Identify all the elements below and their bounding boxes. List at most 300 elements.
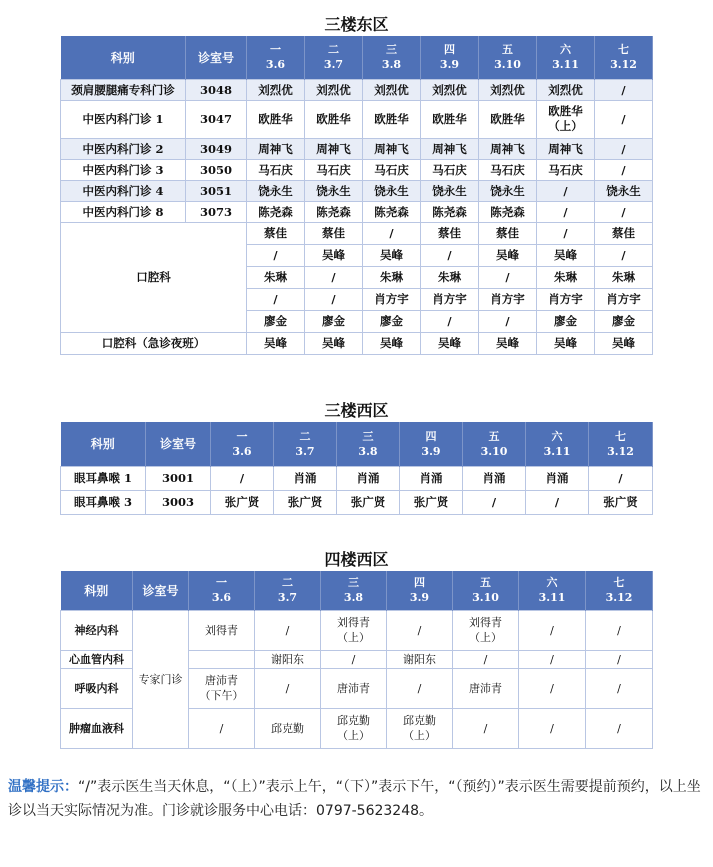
cell-text: 饶永生 xyxy=(606,183,641,198)
schedule-cell xyxy=(595,288,653,310)
column-header-day xyxy=(387,571,453,610)
cell-text: / xyxy=(331,292,336,306)
table-body xyxy=(61,466,653,514)
cell-text: 朱琳 xyxy=(264,270,287,284)
cell-text: 肖方宇 xyxy=(490,292,525,306)
cell-text: 肖方宇 xyxy=(606,292,641,306)
cell-text: 中医内科门诊 3 xyxy=(82,162,164,177)
cell-text: / xyxy=(285,681,290,695)
cell-text: 欧胜华 xyxy=(258,112,293,126)
cell-text: 刘烈优 xyxy=(258,82,293,97)
cell-text: / xyxy=(351,652,356,666)
date-label: 3.9 xyxy=(409,591,430,605)
column-header-day xyxy=(255,571,321,610)
date-label: 3.10 xyxy=(494,58,521,72)
column-header-day xyxy=(526,422,589,466)
schedule-cell xyxy=(363,79,421,100)
cell-text: 唐沛青 xyxy=(337,682,370,695)
schedule-cell xyxy=(305,138,363,159)
schedule-cell xyxy=(519,610,586,650)
schedule-cell xyxy=(537,159,595,180)
cell-text: 中医内科门诊 4 xyxy=(82,183,164,198)
cell-text: 欧胜华 xyxy=(432,112,467,126)
schedule-cell xyxy=(400,466,463,490)
cell-text: 邱克勤 xyxy=(403,714,436,727)
cell-text: 神经内科 xyxy=(74,624,119,637)
table-row xyxy=(61,79,653,100)
cell-text: 中医内科门诊 8 xyxy=(82,204,164,219)
cell-text: 科别 xyxy=(84,583,109,598)
dept-cell xyxy=(61,332,247,354)
date-label: 3.10 xyxy=(480,444,508,458)
schedule-cell xyxy=(255,668,321,708)
cell-text: 蔡佳 xyxy=(264,226,287,240)
schedule-cell xyxy=(479,100,537,138)
cell-text: 肖方宇 xyxy=(432,292,467,306)
schedule-cell xyxy=(595,138,653,159)
schedule-cell xyxy=(247,288,305,310)
table-row xyxy=(61,138,653,159)
cell-text: （上） xyxy=(403,729,436,742)
cell-text: 刘烈优 xyxy=(490,82,525,97)
cell-text: / xyxy=(550,681,554,695)
cell-text: 吴峰 xyxy=(322,336,345,350)
cell-text: 3003 xyxy=(161,495,194,509)
dept-cell xyxy=(61,466,146,490)
schedule-cell xyxy=(211,466,274,490)
dept-cell xyxy=(61,180,186,201)
schedule-cell xyxy=(305,266,363,288)
cell-text: 吴峰 xyxy=(554,336,577,350)
cell-text: / xyxy=(621,141,626,156)
schedule-cell xyxy=(595,79,653,100)
schedule-cell xyxy=(589,490,653,514)
cell-text: 张广贤 xyxy=(413,495,449,509)
schedule-cell xyxy=(247,244,305,266)
column-header-day xyxy=(189,571,255,610)
cell-text: 3049 xyxy=(199,141,232,156)
schedule-cell xyxy=(421,79,479,100)
room-cell xyxy=(186,100,247,138)
cell-text: / xyxy=(331,270,336,284)
schedule-cell xyxy=(595,244,653,266)
schedule-cell xyxy=(526,490,589,514)
schedule-cell xyxy=(537,222,595,244)
cell-text: / xyxy=(285,623,290,637)
schedule-table-3f-east xyxy=(60,36,653,355)
cell-text: 饶永生 xyxy=(432,183,467,198)
date-label: 3.12 xyxy=(607,444,634,458)
cell-text: 廖金 xyxy=(264,314,287,328)
day-label: 三 xyxy=(362,429,374,443)
schedule-cell xyxy=(255,650,321,668)
schedule-cell xyxy=(305,79,363,100)
schedule-cell xyxy=(363,310,421,332)
schedule-cell xyxy=(247,332,305,354)
cell-text: 蔡佳 xyxy=(322,226,345,240)
day-label: 四 xyxy=(425,429,437,443)
schedule-cell xyxy=(189,610,255,650)
cell-text: / xyxy=(621,248,626,262)
day-label: 七 xyxy=(615,429,626,443)
cell-text: 刘得青 xyxy=(205,624,238,637)
cell-text: 欧胜华 xyxy=(548,104,583,118)
schedule-cell xyxy=(537,266,595,288)
cell-text: 廖金 xyxy=(612,314,635,328)
notice-label: 温馨提示： xyxy=(8,779,78,795)
cell-text: 马石庆 xyxy=(316,162,351,177)
schedule-cell xyxy=(519,708,586,748)
day-label: 五 xyxy=(502,43,513,57)
cell-text: / xyxy=(273,292,278,306)
cell-text: / xyxy=(491,495,497,509)
schedule-cell xyxy=(453,650,519,668)
schedule-cell xyxy=(421,244,479,266)
schedule-cell xyxy=(479,266,537,288)
column-header-dept xyxy=(61,571,133,610)
table-header xyxy=(61,422,653,466)
schedule-cell xyxy=(363,222,421,244)
day-label: 一 xyxy=(270,43,281,57)
schedule-cell xyxy=(586,668,653,708)
schedule-cell xyxy=(305,244,363,266)
cell-text: 肖涌 xyxy=(419,471,443,485)
schedule-cell xyxy=(211,490,274,514)
column-header-day xyxy=(519,571,586,610)
schedule-cell xyxy=(363,100,421,138)
schedule-cell xyxy=(421,201,479,222)
cell-text: 肖方宇 xyxy=(374,292,409,306)
schedule-cell xyxy=(463,490,526,514)
table-row xyxy=(61,201,653,222)
date-label: 3.11 xyxy=(543,444,571,458)
schedule-cell xyxy=(247,180,305,201)
day-label: 六 xyxy=(551,429,563,443)
date-label: 3.7 xyxy=(277,591,298,605)
cell-text: 专家门诊 xyxy=(138,673,183,686)
date-label: 3.10 xyxy=(472,591,499,605)
schedule-cell xyxy=(321,610,387,650)
column-header-day xyxy=(247,36,305,79)
cell-text: / xyxy=(447,248,452,262)
cell-text: / xyxy=(550,623,554,637)
cell-text: / xyxy=(389,226,394,240)
column-header-day xyxy=(305,36,363,79)
schedule-cell xyxy=(247,159,305,180)
schedule-cell xyxy=(586,708,653,748)
schedule-cell xyxy=(247,266,305,288)
cell-text: 朱琳 xyxy=(612,270,635,284)
cell-text: / xyxy=(554,495,560,509)
schedule-cell xyxy=(247,100,305,138)
cell-text: 刘烈优 xyxy=(374,82,409,97)
column-header-day xyxy=(337,422,400,466)
schedule-cell xyxy=(363,244,421,266)
schedule-cell xyxy=(479,222,537,244)
cell-text: 蔡佳 xyxy=(496,226,519,240)
dept-cell xyxy=(61,100,186,138)
column-header-day xyxy=(400,422,463,466)
date-label: 3.7 xyxy=(323,58,344,72)
schedule-cell xyxy=(305,288,363,310)
schedule-cell xyxy=(363,332,421,354)
schedule-cell xyxy=(479,332,537,354)
dept-cell xyxy=(61,668,133,708)
cell-text: 诊室号 xyxy=(142,583,179,598)
schedule-cell xyxy=(321,668,387,708)
cell-text: / xyxy=(417,623,422,637)
date-label: 3.12 xyxy=(605,591,633,605)
schedule-cell xyxy=(247,310,305,332)
cell-text: / xyxy=(621,82,626,97)
cell-text: 颈肩腰腿痛专科门诊 xyxy=(71,82,175,97)
schedule-cell xyxy=(305,222,363,244)
schedule-cell xyxy=(595,310,653,332)
day-label: 三 xyxy=(348,576,359,590)
column-header-day xyxy=(363,36,421,79)
schedule-cell xyxy=(479,159,537,180)
schedule-cell xyxy=(589,466,653,490)
cell-text: 蔡佳 xyxy=(612,226,635,240)
schedule-cell xyxy=(479,244,537,266)
schedule-cell xyxy=(595,159,653,180)
schedule-cell xyxy=(305,180,363,201)
table-row xyxy=(61,180,653,201)
table-row xyxy=(61,222,653,244)
cell-text: 谢阳东 xyxy=(403,653,436,666)
day-label: 三 xyxy=(386,43,397,57)
table-row xyxy=(61,610,653,650)
cell-text: 科别 xyxy=(110,50,135,65)
schedule-cell xyxy=(421,180,479,201)
cell-text: / xyxy=(563,183,568,198)
cell-text: 肖方宇 xyxy=(548,292,583,306)
schedule-cell xyxy=(519,668,586,708)
date-label: 3.11 xyxy=(538,591,566,605)
schedule-cell xyxy=(537,332,595,354)
cell-text: / xyxy=(550,652,554,666)
schedule-cell xyxy=(421,138,479,159)
cell-text: 周神飞 xyxy=(490,141,525,156)
cell-text: / xyxy=(563,204,568,219)
schedule-cell xyxy=(363,159,421,180)
cell-text: 唐沛青 xyxy=(469,682,502,695)
schedule-cell xyxy=(421,100,479,138)
cell-text: / xyxy=(621,112,626,126)
section-title-4f-west: 四楼西区 xyxy=(324,550,389,569)
schedule-cell xyxy=(595,266,653,288)
schedule-cell xyxy=(387,650,453,668)
schedule-cell xyxy=(479,288,537,310)
column-header-day xyxy=(274,422,337,466)
cell-text: 唐沛青 xyxy=(205,674,238,687)
cell-text: 朱琳 xyxy=(438,270,461,284)
cell-text: 饶永生 xyxy=(258,183,293,198)
schedule-cell xyxy=(519,650,586,668)
cell-text: 3047 xyxy=(199,112,232,126)
schedule-table-3f-west xyxy=(60,422,653,515)
schedule-cell xyxy=(537,201,595,222)
cell-text: 刘烈优 xyxy=(432,82,467,97)
cell-text: 吴峰 xyxy=(322,248,345,262)
cell-text: 陈尧森 xyxy=(316,204,351,219)
cell-text: 陈尧森 xyxy=(258,204,293,219)
date-label: 3.9 xyxy=(421,444,441,458)
cell-text: 吴峰 xyxy=(438,336,461,350)
cell-text: 周神飞 xyxy=(374,141,409,156)
schedule-cell xyxy=(595,201,653,222)
dept-cell xyxy=(61,610,133,650)
day-label: 六 xyxy=(560,43,571,57)
cell-text: / xyxy=(563,226,568,240)
date-label: 3.11 xyxy=(552,58,579,72)
schedule-cell xyxy=(247,79,305,100)
schedule-cell xyxy=(537,79,595,100)
cell-text: 欧胜华 xyxy=(490,112,525,126)
cell-text: 吴峰 xyxy=(380,248,403,262)
room-cell xyxy=(133,610,189,748)
day-label: 一 xyxy=(236,429,248,443)
cell-text: （上） xyxy=(337,631,370,644)
schedule-cell xyxy=(255,708,321,748)
cell-text: 刘烈优 xyxy=(548,82,583,97)
cell-text: 廖金 xyxy=(380,314,403,328)
table-header xyxy=(61,571,653,610)
dept-cell xyxy=(61,222,247,332)
day-label: 五 xyxy=(480,576,491,590)
table-row xyxy=(61,466,653,490)
cell-text: 陈尧森 xyxy=(374,204,409,219)
cell-text: / xyxy=(483,652,488,666)
schedule-cell xyxy=(189,708,255,748)
room-cell xyxy=(186,138,247,159)
cell-text: 马石庆 xyxy=(432,162,467,177)
schedule-cell xyxy=(421,310,479,332)
schedule-cell xyxy=(479,180,537,201)
cell-text: 周神飞 xyxy=(316,141,351,156)
cell-text: 3073 xyxy=(199,204,232,219)
cell-text: 呼吸内科 xyxy=(74,682,119,695)
cell-text: 廖金 xyxy=(554,314,577,328)
cell-text: / xyxy=(273,248,278,262)
cell-text: （上） xyxy=(469,631,502,644)
cell-text: （下午） xyxy=(199,689,244,702)
schedule-cell xyxy=(479,310,537,332)
cell-text: 肖涌 xyxy=(545,471,569,485)
column-header-room xyxy=(186,36,247,79)
cell-text: 吴峰 xyxy=(264,336,287,350)
date-label: 3.6 xyxy=(232,444,252,458)
room-cell xyxy=(146,490,211,514)
cell-text: 欧胜华 xyxy=(374,112,409,126)
cell-text: 张广贤 xyxy=(287,495,323,509)
schedule-cell xyxy=(479,201,537,222)
cell-text: 眼耳鼻喉 3 xyxy=(73,495,132,509)
schedule-cell xyxy=(421,222,479,244)
schedule-cell xyxy=(305,159,363,180)
cell-text: 吴峰 xyxy=(496,336,519,350)
cell-text: / xyxy=(617,652,621,666)
dept-cell xyxy=(61,159,186,180)
cell-text: 3001 xyxy=(161,471,194,485)
column-header-day xyxy=(537,36,595,79)
cell-text: 马石庆 xyxy=(548,162,583,177)
schedule-cell xyxy=(453,708,519,748)
date-label: 3.9 xyxy=(439,58,460,72)
table-header xyxy=(61,36,653,79)
column-header-day xyxy=(586,571,653,610)
schedule-cell xyxy=(337,466,400,490)
day-label: 五 xyxy=(488,429,500,443)
cell-text: / xyxy=(219,721,224,735)
cell-text: 口腔科（急诊夜班） xyxy=(101,336,206,350)
schedule-cell xyxy=(421,159,479,180)
room-cell xyxy=(186,201,247,222)
schedule-cell xyxy=(421,266,479,288)
day-label: 四 xyxy=(414,576,425,590)
cell-text: 陈尧森 xyxy=(432,204,467,219)
cell-text: 张广贤 xyxy=(350,495,386,509)
column-header-dept xyxy=(61,36,186,79)
cell-text: 廖金 xyxy=(322,314,345,328)
cell-text: 周神飞 xyxy=(548,141,583,156)
dept-cell xyxy=(61,79,186,100)
cell-text: 马石庆 xyxy=(258,162,293,177)
schedule-cell xyxy=(421,288,479,310)
column-header-day xyxy=(479,36,537,79)
cell-text: 肖涌 xyxy=(293,471,317,485)
cell-text: / xyxy=(621,162,626,177)
table-row xyxy=(61,490,653,514)
cell-text: 吴峰 xyxy=(496,248,519,262)
cell-text: 科别 xyxy=(90,437,115,452)
cell-text: 肖涌 xyxy=(356,471,380,485)
schedule-cell xyxy=(321,650,387,668)
dept-cell xyxy=(61,138,186,159)
schedule-cell xyxy=(363,288,421,310)
schedule-cell xyxy=(387,708,453,748)
schedule-cell xyxy=(463,466,526,490)
date-label: 3.7 xyxy=(295,444,315,458)
table-body xyxy=(61,79,653,354)
column-header-room xyxy=(146,422,211,466)
room-cell xyxy=(186,180,247,201)
schedule-cell xyxy=(537,138,595,159)
column-header-dept xyxy=(61,422,146,466)
cell-text: / xyxy=(617,721,621,735)
schedule-cell xyxy=(595,180,653,201)
schedule-cell xyxy=(453,610,519,650)
table-body xyxy=(61,610,653,748)
schedule-cell xyxy=(247,222,305,244)
date-label: 3.8 xyxy=(343,591,364,605)
cell-text: / xyxy=(447,314,452,328)
section-title-3f-west: 三楼西区 xyxy=(324,401,389,420)
day-label: 四 xyxy=(444,43,455,57)
cell-text: 周神飞 xyxy=(258,141,293,156)
schedule-cell xyxy=(247,138,305,159)
schedule-cell xyxy=(274,466,337,490)
schedule-cell xyxy=(595,222,653,244)
column-header-day xyxy=(595,36,653,79)
room-cell xyxy=(186,79,247,100)
room-cell xyxy=(146,466,211,490)
schedule-cell xyxy=(321,708,387,748)
cell-text: 吴峰 xyxy=(554,248,577,262)
schedule-cell xyxy=(274,490,337,514)
day-label: 二 xyxy=(299,429,311,443)
column-header-day xyxy=(321,571,387,610)
